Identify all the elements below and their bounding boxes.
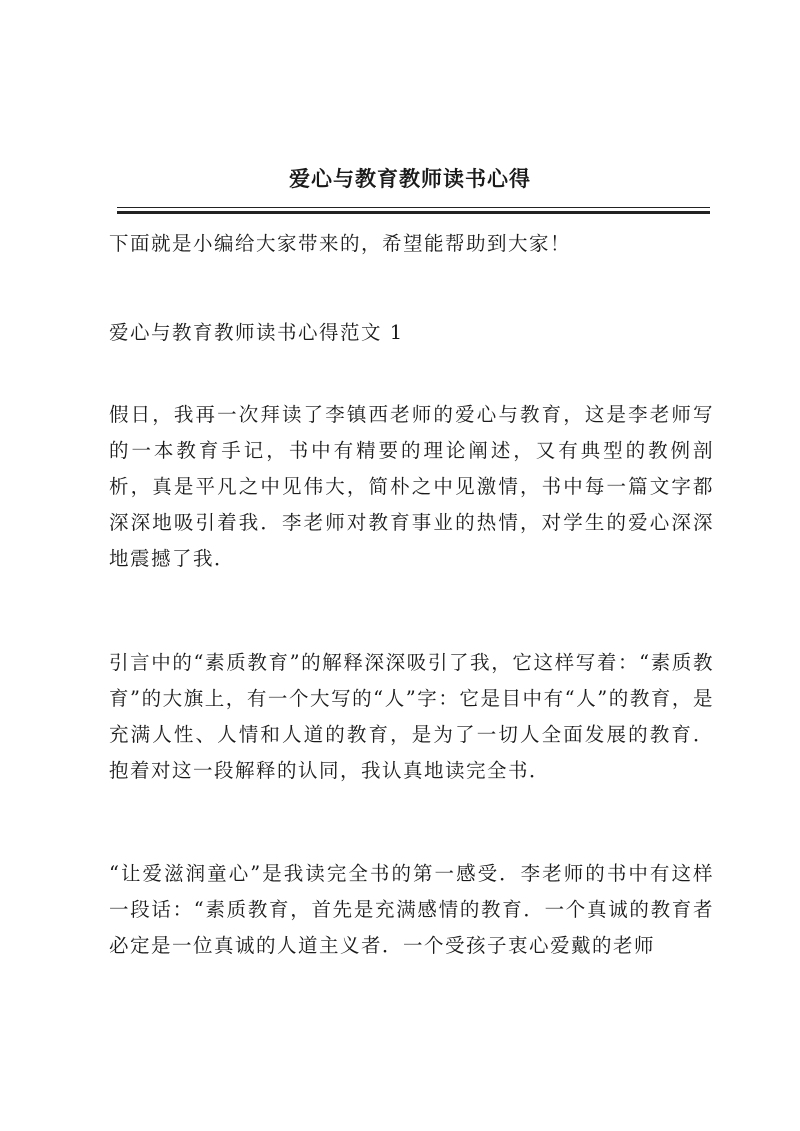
intro-paragraph: 下面就是小编给大家带来的，希望能帮助到大家！ [109, 232, 572, 255]
title-divider-thick [117, 211, 710, 214]
body-paragraph: “让爱滋润童心”是我读完全书的第一感受．李老师的书中有这样一段话：“素质教育，首先是充满感情的教育．一个真诚的教育者必定是一位真诚的人道主义者．一个受孩子衷心爱戴的老师 [109, 862, 714, 957]
title-divider-thin [117, 207, 710, 208]
body-paragraph: 引言中的“素质教育”的解释深深吸引了我，它这样写着：“素质教育”的大旗上，有一个大写的“人”字：它是目中有“人”的教育，是充满人性、人情和人道的教育，是为了一切人全面发展的教育．抱着对这一段解释的认同，我认真地读完全书． [109, 651, 714, 782]
body-paragraph: 假日，我再一次拜读了李镇西老师的爱心与教育，这是李老师写的一本教育手记，书中有精要的理论阐述，又有典型的教例剖析，真是平凡之中见伟大，简朴之中见激情，书中每一篇文字都深深地吸引着我．李老师对教育事业的热情，对学生的爱心深深地震撼了我． [109, 403, 714, 570]
section-heading: 爱心与教育教师读书心得范文 1 [109, 321, 404, 344]
document-title: 爱心与教育教师读书心得 [289, 166, 531, 191]
